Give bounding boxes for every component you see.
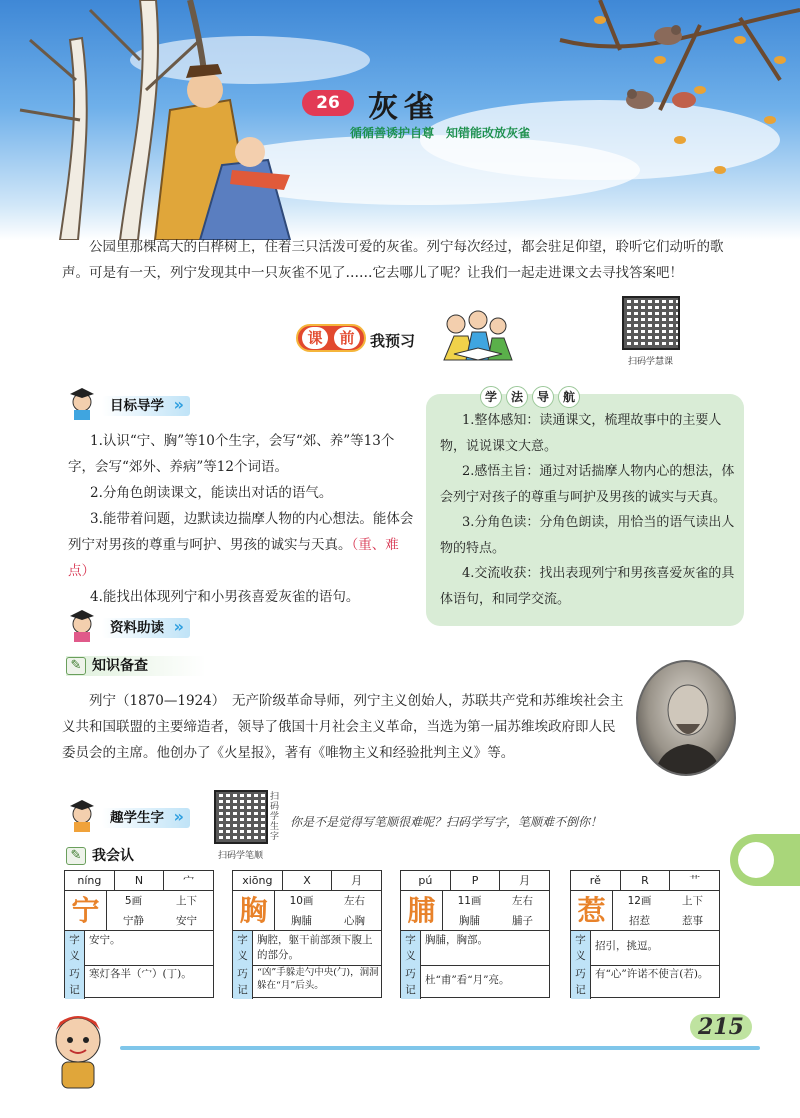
side-tab [730, 834, 800, 886]
char-word: 宁静 [123, 915, 144, 927]
meaning-label: 字义 [65, 931, 85, 965]
qr-lesson-label: 扫码学慧课 [628, 357, 674, 367]
char-meaning: 招引，挑逗。 [595, 940, 658, 952]
char-radical: 月 [351, 874, 363, 887]
char-pinyin: níng [65, 871, 115, 890]
char-meta [613, 891, 719, 931]
char-structure: 上下 [176, 895, 197, 907]
mascot-kid-icon [40, 1006, 116, 1090]
char-card-xiong [232, 870, 382, 998]
char-strokes: 10画 [289, 895, 314, 907]
char-word: 胸脯 [291, 915, 312, 927]
goal-item: 4.能找出体现列宁和小男孩喜爱灰雀的语句。 [90, 589, 360, 605]
method-title-char: 法 [506, 386, 528, 408]
fun-heading: 趣学生字 » [102, 808, 190, 828]
char-meaning: 安宁。 [89, 934, 121, 946]
char-glyph: 脯 [401, 891, 443, 931]
char-meta [107, 891, 213, 931]
pencil-icon: ✎ [66, 657, 86, 675]
char-card-re [570, 870, 720, 998]
meaning-label: 字义 [233, 931, 253, 965]
char-pinyin: pú [401, 871, 451, 890]
char-structure: 上下 [682, 895, 703, 907]
goal-item: 1.认识“宁、胸”等10个生字，会写“郊、养”等13个字，会写“郊外、养病”等12个词语。 [68, 433, 395, 475]
preview-banner-text: 我预习 [370, 332, 416, 350]
method-title-char: 航 [558, 386, 580, 408]
goals-heading: 目标导学 » [102, 396, 190, 416]
qr-code-lesson[interactable] [622, 296, 680, 350]
preview-badge-char-1: 课 [302, 327, 328, 349]
char-meaning: 胸腔，躯干前部颈下腹上的部分。 [257, 934, 373, 961]
study-method-title [480, 386, 580, 408]
lesson-subtitle: 循循善诱护自尊 知错能改放灰雀 [350, 126, 531, 140]
qr-strokes-label: 扫码学笔顺 [218, 851, 264, 861]
materials-heading: 资料助读 » [102, 618, 190, 638]
char-meta [443, 891, 549, 931]
char-letter: R [621, 871, 671, 890]
key-point-note: （重、难点） [68, 537, 399, 579]
lenin-portrait [636, 660, 736, 776]
scholar-kid-icon [64, 796, 100, 832]
mascot-face-icon [738, 842, 774, 878]
qr-code-strokes[interactable] [214, 790, 268, 844]
char-meta [275, 891, 381, 931]
char-meaning: 胸脯，胸部。 [425, 934, 488, 946]
char-tip: 寒灯各半（宀）(丁)。 [89, 968, 192, 980]
char-strokes: 12画 [627, 895, 652, 907]
char-tip: 杜“甫”看“月”亮。 [425, 974, 510, 986]
goal-item: 2.分角色朗读课文，能读出对话的语气。 [90, 485, 333, 501]
method-item: 3.分角色读：分角色朗读，用恰当的语气读出人物的特点。 [440, 515, 735, 556]
method-title-char: 导 [532, 386, 554, 408]
fun-hint: 你是不是觉得写笔顺很难呢？扫码学写字，笔顺难不倒你！ [290, 815, 603, 829]
pencil-icon: ✎ [66, 847, 86, 865]
lesson-title: 灰雀 [368, 90, 440, 125]
footer-rule [120, 1046, 760, 1050]
char-letter: P [451, 871, 501, 890]
char-word: 胸脯 [459, 915, 480, 927]
char-pinyin-row [233, 871, 381, 891]
lenin-bio: 列宁（1870—1924） 无产阶级革命导师，列宁主义创始人，苏联共产党和苏维埃社会主义共和国联盟的主要缔造者，领导了俄国十月社会主义革命，当选为第一届苏维埃政府即人民委员会的主席。他创办了《火星报》，著有《唯物主义和经验批判主义》等。 [62, 693, 624, 761]
knowledge-heading: 知识备查 [92, 658, 148, 674]
goals-list [68, 428, 414, 610]
study-method-list [440, 408, 736, 612]
header-illustration [0, 0, 800, 240]
preview-badge-char-2: 前 [334, 327, 360, 349]
meaning-label: 字义 [571, 931, 591, 965]
char-strokes: 5画 [124, 895, 143, 907]
meaning-label: 字义 [401, 931, 421, 965]
char-letter: N [115, 871, 165, 890]
char-radical: 宀 [183, 874, 195, 887]
char-word: 心胸 [344, 915, 365, 927]
method-item: 4.交流收获：找出表现列宁和男孩喜爱灰雀的具体语句，和同学交流。 [440, 566, 735, 607]
intro-paragraph: 公园里那棵高大的白桦树上，住着三只活泼可爱的灰雀。列宁每次经过，都会驻足仰望，聆听它们动听的歌声。可是有一天，列宁发现其中一只灰雀不见了……它去哪儿了呢？让我们一起走进课文去寻找答案吧！ [62, 239, 724, 281]
recognize-subheader [66, 846, 134, 866]
method-item: 2.感悟主旨：通过对话揣摩人物内心的想法，体会列宁对孩子的尊重与呵护及男孩的诚实与天真。 [440, 464, 735, 505]
char-glyph: 惹 [571, 891, 613, 931]
char-pinyin-row [65, 871, 213, 891]
char-word: 惹事 [682, 915, 703, 927]
char-card-ning [64, 870, 214, 998]
char-word: 安宁 [176, 915, 197, 927]
goal-item [68, 506, 414, 584]
tip-label: 巧记 [233, 965, 253, 999]
char-structure: 左右 [512, 895, 533, 907]
char-pinyin-row [401, 871, 549, 891]
scholar-kid-icon [64, 606, 100, 642]
char-word: 脯子 [512, 915, 533, 927]
study-method-box [426, 390, 744, 626]
tip-label: 巧记 [401, 965, 421, 999]
char-card-pu [400, 870, 550, 998]
recognize-heading: 我会认 [92, 848, 134, 864]
family-reading-icon [440, 310, 516, 362]
char-glyph: 胸 [233, 891, 275, 931]
tip-label: 巧记 [571, 965, 591, 999]
char-pinyin-row [571, 871, 719, 891]
char-structure: 左右 [344, 895, 365, 907]
char-tip: 有“心”许诺不使言(若)。 [595, 968, 709, 980]
lesson-number: 26 [302, 90, 354, 116]
qr-side-label: 扫码学生字 [270, 792, 280, 842]
preview-badge [296, 324, 366, 352]
char-letter: X [283, 871, 333, 890]
char-radical: 艹 [689, 874, 701, 887]
char-glyph: 宁 [65, 891, 107, 931]
goal-item-text: 3.能带着问题，边默读边揣摩人物的内心想法。能体会列宁对男孩的尊重与呵护、男孩的诚实与天真。 [68, 511, 414, 553]
char-strokes: 11画 [457, 895, 482, 907]
method-item: 1.整体感知：读通课文，梳理故事中的主要人物，说说课文大意。 [440, 413, 722, 454]
tip-label: 巧记 [65, 965, 85, 999]
method-title-char: 学 [480, 386, 502, 408]
char-word: 招惹 [629, 915, 650, 927]
char-radical: 月 [519, 874, 531, 887]
char-tip: “凶”手躲走勺中央(勹)，洞洞躲在“月”后头。 [257, 967, 379, 991]
scholar-kid-icon [64, 384, 100, 420]
char-pinyin: xiōng [233, 871, 283, 890]
knowledge-subheader [66, 656, 206, 676]
page-number: 215 [690, 1014, 752, 1040]
char-pinyin: rě [571, 871, 621, 890]
